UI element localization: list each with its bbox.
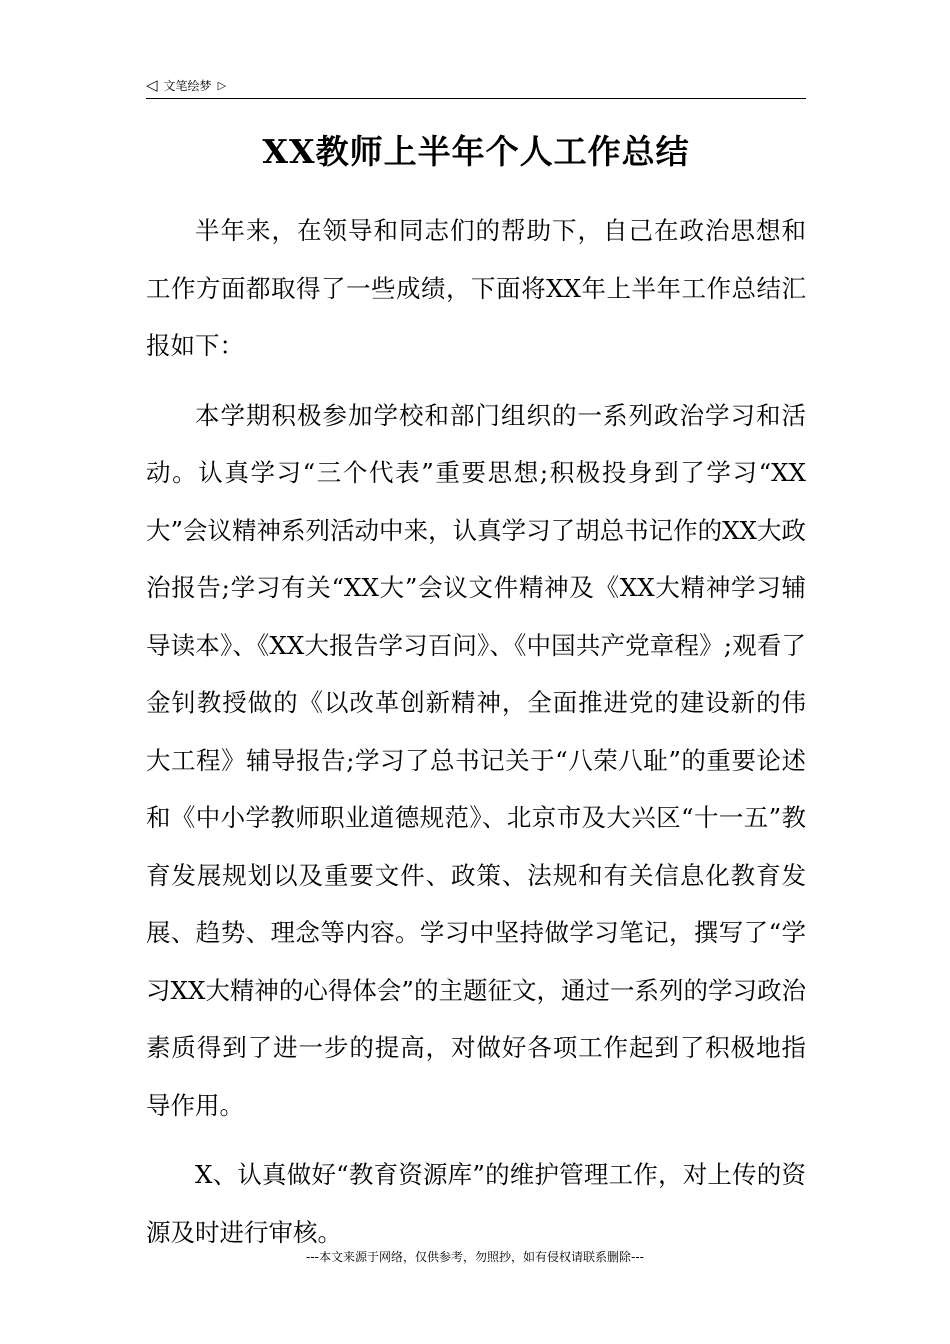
page-header: [146, 72, 806, 99]
document-title: XX教师上半年个人工作总结: [262, 132, 690, 171]
paragraph-intro: 半年来，在领导和同志们的帮助下，自己在政治思想和工作方面都取得了一些成绩，下面将XX年上半年工作总结汇报如下：: [146, 216, 806, 360]
right-triangle-icon: ▷: [217, 78, 227, 92]
paragraph-study: 本学期积极参加学校和部门组织的一系列政治学习和活动。认真学习“三个代表”重要思想;积极投身到了学习“XX大”会议精神系列活动中来，认真学习了胡总书记作的XX大政治报告;学习有关“XX大”会议文件精神及《XX大精神学习辅导读本》、《XX大报告学习百问》、《中国共产党章程》;观看了金钊教授做的《以改革创新精神，全面推进党的建设新的伟大工程》辅导报告;学习了总书记关于“八荣八耻”的重要论述和《中小学教师职业道德规范》、北京市及大兴区“十一五”教育发展规划以及重要文件、政策、法规和有关信息化教育发展、趋势、理念等内容。学习中坚持做学习笔记，撰写了“学习XX大精神的心得体会”的主题征文，通过一系列的学习政治素质得到了进一步的提高，对做好各项工作起到了积极地指导作用。: [146, 400, 806, 1120]
footer-notice: ---本文来源于网络，仅供参考，勿照抄，如有侵权请联系删除---: [306, 1250, 644, 1264]
paragraph-resource: X、认真做好“教育资源库”的维护管理工作，对上传的资源及时进行审核。: [146, 1160, 806, 1247]
document-body: [146, 202, 806, 1273]
header-brand: 文笔绘梦: [163, 78, 212, 93]
left-triangle-icon: ◁: [146, 75, 158, 94]
